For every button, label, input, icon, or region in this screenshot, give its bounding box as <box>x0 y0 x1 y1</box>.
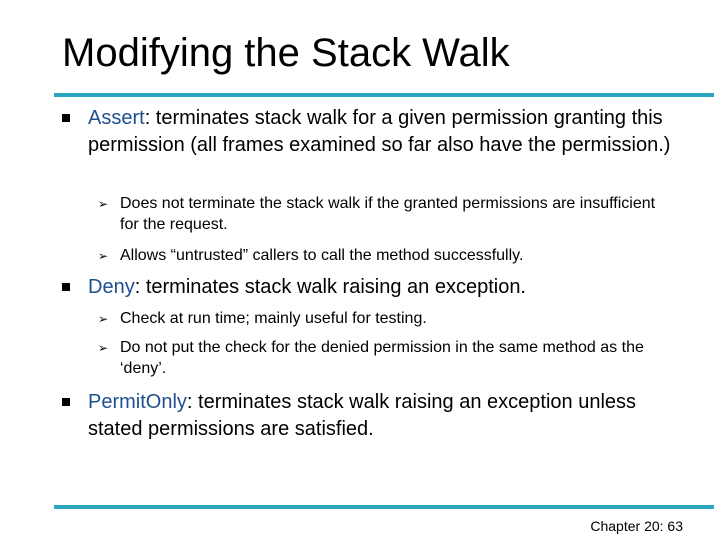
bullet-assert <box>62 105 672 159</box>
title-divider <box>54 93 714 97</box>
bullet-text: : terminates stack walk raising an exception. <box>134 276 526 298</box>
sub-bullet <box>98 308 678 329</box>
footer-divider <box>54 505 714 509</box>
bullet-text: : terminates stack walk raising an exception unless stated permissions are satisfied. <box>88 391 637 440</box>
keyword-deny: Deny <box>88 276 135 298</box>
square-bullet-icon <box>62 398 70 406</box>
bullet-deny <box>62 274 672 301</box>
arrow-bullet-icon: ➢ <box>98 197 109 211</box>
sub-bullet <box>98 337 678 379</box>
sub-bullet-text: Does not terminate the stack walk if the granted permissions are insufficient for the request. <box>120 195 656 233</box>
arrow-bullet-icon: ➢ <box>98 341 109 355</box>
sub-bullet-text: Allows “untrusted” callers to call the method successfully. <box>120 247 524 264</box>
keyword-assert: Assert <box>88 107 145 129</box>
square-bullet-icon <box>62 283 70 291</box>
square-bullet-icon <box>62 114 70 122</box>
slide-title: Modifying the Stack Walk <box>62 31 510 75</box>
sub-bullet <box>98 193 678 235</box>
arrow-bullet-icon: ➢ <box>98 312 109 326</box>
sub-bullet <box>98 245 678 266</box>
sub-bullet-text: Do not put the check for the denied permission in the same method as the ‘deny’. <box>120 339 644 377</box>
bullet-permitonly <box>62 389 672 443</box>
slide-footer: Chapter 20: 63 <box>590 518 683 534</box>
bullet-text: : terminates stack walk for a given permission granting this permission (all frames examined so far also have the permission.) <box>88 107 671 156</box>
arrow-bullet-icon: ➢ <box>98 249 109 263</box>
keyword-permitonly: PermitOnly <box>88 391 187 413</box>
sub-bullet-text: Check at run time; mainly useful for testing. <box>120 310 427 327</box>
